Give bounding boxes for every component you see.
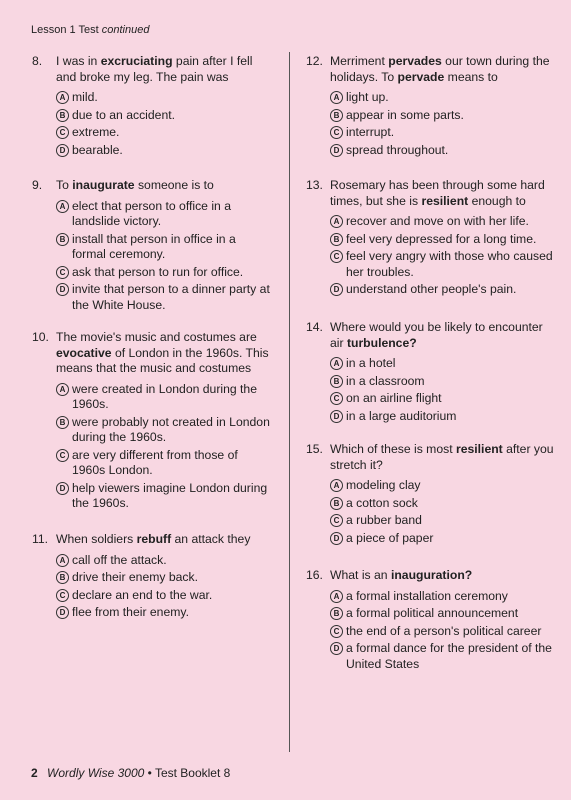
stem-text: of London in the 1960s. This means that the music and costumes [56, 345, 269, 375]
question-stem [330, 54, 556, 85]
header-lesson: Lesson 1 Test [31, 24, 99, 36]
question-stem [56, 532, 272, 548]
answer-option[interactable] [330, 478, 556, 494]
option-letter-circle: D [330, 144, 343, 157]
option-text: ask that person to run for office. [72, 264, 244, 279]
answer-option[interactable] [56, 382, 272, 413]
answer-option[interactable] [330, 249, 556, 280]
question-number: 12. [306, 54, 323, 68]
answer-option[interactable] [56, 415, 272, 446]
answer-option[interactable] [330, 232, 556, 248]
option-text: a formal dance for the president of the United States [346, 641, 552, 671]
stem-text: someone is to [134, 178, 214, 192]
answer-option[interactable] [56, 143, 272, 159]
answer-option[interactable] [56, 282, 272, 313]
option-text: due to an accident. [72, 107, 175, 122]
stem-text: after you stretch it? [330, 442, 554, 472]
answer-option[interactable] [56, 553, 272, 569]
question [306, 568, 556, 674]
vocab-word: resilient [455, 442, 503, 456]
question-number: 13. [306, 178, 323, 192]
question-stem [56, 54, 272, 85]
stem-text: The movie's music and costumes are [56, 330, 257, 344]
option-text: recover and move on with her life. [346, 214, 529, 228]
option-text: light up. [346, 90, 389, 104]
stem-text: Rosemary has been through some hard times, but she is [330, 178, 545, 208]
answer-option[interactable] [330, 624, 556, 640]
vocab-word: excruciating [100, 54, 173, 68]
vocab-word: pervades [388, 54, 442, 68]
option-letter-circle: C [330, 625, 343, 638]
page-footer [31, 766, 230, 780]
option-letter-circle: A [56, 200, 69, 213]
question [32, 54, 272, 160]
option-letter-circle: C [330, 392, 343, 405]
option-text: a piece of paper [346, 530, 434, 545]
stem-text: means to [444, 69, 498, 84]
answer-options [330, 356, 556, 424]
question [306, 54, 556, 160]
option-text: flee from their enemy. [72, 605, 189, 619]
vocab-word: inaugurate [72, 178, 135, 192]
answer-option[interactable] [330, 108, 556, 124]
question-number: 9. [32, 178, 43, 192]
option-letter-circle: C [330, 514, 343, 527]
answer-option[interactable] [56, 265, 272, 281]
option-text: on an airline flight [346, 391, 442, 405]
question [32, 330, 272, 514]
option-letter-circle: C [56, 589, 69, 602]
option-text: a formal political announcement [346, 606, 519, 620]
question-number: 10. [32, 330, 49, 344]
option-letter-circle: B [330, 233, 343, 246]
question-stem [56, 330, 272, 377]
answer-option[interactable] [330, 606, 556, 622]
answer-options [56, 553, 272, 621]
answer-option[interactable] [56, 481, 272, 512]
option-letter-circle: D [330, 642, 343, 655]
option-letter-circle: A [56, 91, 69, 104]
option-text: spread throughout. [346, 142, 449, 157]
answer-options [330, 214, 556, 298]
answer-option[interactable] [56, 232, 272, 263]
option-text: were created in London during the 1960s. [72, 381, 257, 411]
option-letter-circle: D [330, 283, 343, 296]
answer-option[interactable] [330, 143, 556, 159]
stem-text: Where would you be likely to encounter air [330, 320, 543, 350]
answer-option[interactable] [330, 356, 556, 372]
answer-option[interactable] [330, 374, 556, 390]
vocab-word: pervade [397, 69, 445, 84]
vocab-word: evocative [56, 345, 112, 360]
option-text: bearable. [72, 142, 123, 157]
booklet-label: • Test Booklet 8 [144, 766, 231, 780]
question [32, 532, 272, 623]
answer-options [330, 90, 556, 158]
question-number: 16. [306, 568, 323, 582]
answer-option[interactable] [330, 409, 556, 425]
option-letter-circle: B [330, 375, 343, 388]
answer-option[interactable] [330, 90, 556, 106]
option-letter-circle: A [330, 357, 343, 370]
question-stem [330, 320, 556, 351]
option-text: declare an end to the war. [72, 587, 213, 602]
vocab-word: turbulence? [346, 335, 417, 350]
option-text: were probably not created in London during the 1960s. [72, 414, 270, 444]
option-letter-circle: A [330, 590, 343, 603]
option-text: the end of a person's political career [346, 623, 542, 638]
question [32, 178, 272, 315]
answer-option[interactable] [330, 214, 556, 230]
answer-option[interactable] [56, 570, 272, 586]
option-text: in a hotel [346, 356, 396, 370]
option-letter-circle: A [56, 383, 69, 396]
vocab-word: inauguration? [390, 568, 473, 582]
option-letter-circle: A [330, 479, 343, 492]
option-letter-circle: D [56, 482, 69, 495]
stem-text: pain after I fell and broke my leg. The pain was [56, 54, 253, 84]
answer-option[interactable] [56, 448, 272, 479]
question [306, 442, 556, 548]
answer-option[interactable] [56, 605, 272, 621]
option-letter-circle: B [330, 607, 343, 620]
option-text: appear in some parts. [346, 107, 464, 122]
stem-text: To [56, 178, 73, 192]
stem-text: Merriment [330, 54, 389, 68]
option-text: interrupt. [346, 125, 395, 139]
answer-options [330, 478, 556, 546]
page-number: 2 [31, 766, 38, 780]
option-text: a rubber band [346, 513, 422, 527]
answer-option[interactable] [56, 199, 272, 230]
option-letter-circle: D [56, 606, 69, 619]
question-number: 14. [306, 320, 323, 334]
option-letter-circle: D [330, 410, 343, 423]
option-text: a formal installation ceremony [346, 588, 508, 603]
option-letter-circle: B [330, 497, 343, 510]
option-text: feel very depressed for a long time. [346, 231, 537, 246]
answer-option[interactable] [330, 531, 556, 547]
stem-text: I was in [56, 54, 101, 68]
page-header [31, 24, 149, 36]
option-letter-circle: A [330, 215, 343, 228]
question-stem [56, 178, 272, 194]
stem-text: an attack they [171, 532, 251, 546]
option-letter-circle: D [56, 283, 69, 296]
option-letter-circle: B [330, 109, 343, 122]
option-text: drive their enemy back. [72, 570, 198, 584]
option-text: elect that person to office in a landslide victory. [72, 198, 231, 228]
option-letter-circle: C [56, 266, 69, 279]
question-stem [330, 568, 556, 584]
option-letter-circle: B [56, 416, 69, 429]
option-letter-circle: D [330, 532, 343, 545]
option-text: a cotton sock [346, 495, 418, 510]
question [306, 178, 556, 300]
vocab-word: resilient [421, 193, 469, 208]
option-text: mild. [72, 90, 98, 104]
header-continued: continued [101, 24, 150, 36]
answer-option[interactable] [330, 496, 556, 512]
answer-options [56, 382, 272, 512]
answer-option[interactable] [330, 125, 556, 141]
question-number: 8. [32, 54, 43, 68]
answer-option[interactable] [330, 589, 556, 605]
option-text: modeling clay [346, 478, 421, 492]
option-text: in a classroom [346, 373, 425, 388]
option-letter-circle: D [56, 144, 69, 157]
option-letter-circle: B [56, 571, 69, 584]
option-letter-circle: C [56, 126, 69, 139]
answer-option[interactable] [56, 125, 272, 141]
option-text: in a large auditorium [346, 408, 457, 423]
stem-text: What is an [330, 568, 391, 582]
option-letter-circle: B [56, 233, 69, 246]
answer-option[interactable] [330, 282, 556, 298]
option-text: call off the attack. [72, 552, 167, 567]
option-letter-circle: C [330, 126, 343, 139]
vocab-word: rebuff [136, 532, 172, 546]
option-letter-circle: C [56, 449, 69, 462]
answer-option[interactable] [330, 641, 556, 672]
option-text: extreme. [72, 125, 120, 139]
option-letter-circle: B [56, 109, 69, 122]
stem-text: When soldiers [56, 532, 137, 546]
question-number: 15. [306, 442, 323, 456]
answer-option[interactable] [56, 588, 272, 604]
answer-option[interactable] [330, 513, 556, 529]
option-text: help viewers imagine London during the 1960s. [72, 480, 268, 510]
option-text: are very different from those of 1960s London. [72, 447, 238, 477]
answer-option[interactable] [56, 90, 272, 106]
option-letter-circle: A [330, 91, 343, 104]
option-letter-circle: A [56, 554, 69, 567]
option-text: feel very angry with those who caused her troubles. [346, 249, 553, 279]
answer-options [56, 199, 272, 314]
answer-options [330, 589, 556, 673]
stem-text: Which of these is most [330, 442, 456, 456]
stem-text: enough to [468, 193, 526, 208]
book-title: Wordly Wise 3000 [47, 766, 145, 780]
question [306, 320, 556, 426]
column-divider [289, 52, 290, 752]
question-stem [330, 442, 556, 473]
option-text: invite that person to a dinner party at the White House. [72, 282, 270, 312]
stem-text: our town during the holidays. To [330, 54, 550, 84]
option-text: install that person in office in a formal ceremony. [72, 231, 236, 261]
answer-option[interactable] [330, 391, 556, 407]
option-letter-circle: C [330, 250, 343, 263]
answer-options [56, 90, 272, 158]
answer-option[interactable] [56, 108, 272, 124]
question-number: 11. [32, 532, 49, 546]
option-text: understand other people's pain. [346, 282, 517, 296]
question-stem [330, 178, 556, 209]
